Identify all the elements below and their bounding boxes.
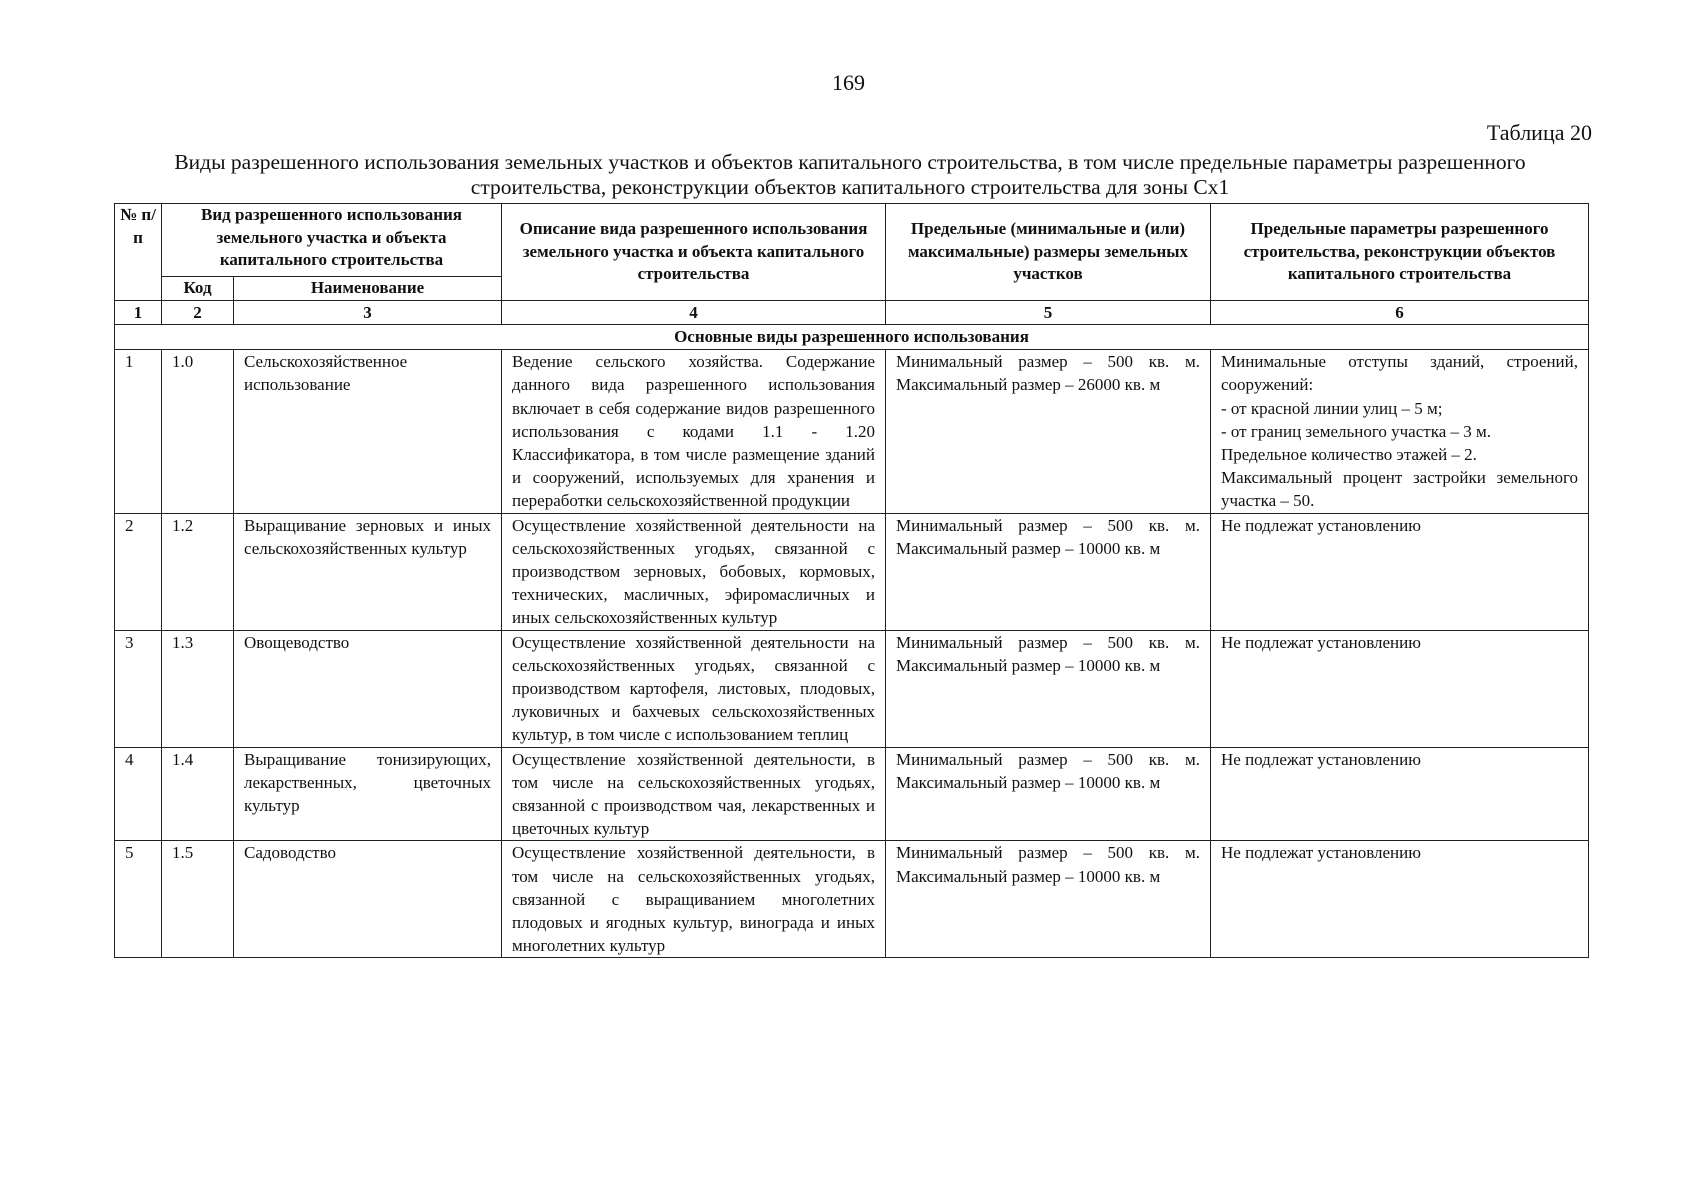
table-row xyxy=(115,513,1589,630)
row-construction-params xyxy=(1211,841,1589,958)
row-description: Ведение сельского хозяйства. Содержание данного вида разрешенного использования включает в себя содержание видов разрешенного использования с кодами 1.1 - 1.20 Классификатора, в том числе размещение зданий и сооружений, используемых для хранения и переработки сельскохозяйственной продукции xyxy=(502,350,886,513)
land-use-table xyxy=(114,203,1589,958)
param-line: Не подлежат установлению xyxy=(1221,749,1421,769)
table-row xyxy=(115,350,1589,513)
row-construction-params xyxy=(1211,350,1589,513)
row-name: Выращивание зерновых и иных сельскохозяйственных культур xyxy=(234,513,502,630)
row-number: 1 xyxy=(115,350,162,513)
header-land-use-type: Вид разрешенного использования земельного участка и объекта капитального строительства xyxy=(162,204,502,277)
row-name: Выращивание тонизирующих, лекарственных, цветочных культур xyxy=(234,747,502,841)
table-label: Таблица 20 xyxy=(1486,120,1592,145)
row-number: 5 xyxy=(115,841,162,958)
column-number: 4 xyxy=(502,301,886,325)
row-description: Осуществление хозяйственной деятельности, в том числе на сельскохозяйственных угодьях, связанной с производством чая, лекарственных и цветочных культур xyxy=(502,747,886,841)
row-plot-sizes: Минимальный размер – 500 кв. м. Максимальный размер – 10000 кв. м xyxy=(886,841,1211,958)
column-number: 5 xyxy=(886,301,1211,325)
param-line: Максимальный процент застройки земельного участка – 50. xyxy=(1221,468,1578,511)
header-plot-sizes: Предельные (минимальные и (или) максимальные) размеры земельных участков xyxy=(886,204,1211,301)
column-number: 1 xyxy=(115,301,162,325)
row-construction-params xyxy=(1211,747,1589,841)
param-line: Не подлежат установлению xyxy=(1221,632,1421,652)
row-number: 2 xyxy=(115,513,162,630)
row-plot-sizes: Минимальный размер – 500 кв. м. Максимальный размер – 10000 кв. м xyxy=(886,747,1211,841)
section-title: Основные виды разрешенного использования xyxy=(115,325,1589,350)
column-number: 6 xyxy=(1211,301,1589,325)
param-line: Предельное количество этажей – 2. xyxy=(1221,445,1477,465)
row-construction-params xyxy=(1211,630,1589,747)
param-line: Минимальные отступы зданий, строений, сооружений: xyxy=(1221,352,1578,395)
document-title: Виды разрешенного использования земельных участков и объектов капитального строительства, в том числе предельные параметры разрешенного строительства, реконструкции объектов капитального строительства для зоны Сх1 xyxy=(174,150,1526,199)
row-description: Осуществление хозяйственной деятельности, в том числе на сельскохозяйственных угодьях, связанной с выращиванием многолетних плодовых и ягодных культур, винограда и иных многолетних культур xyxy=(502,841,886,958)
row-name: Садоводство xyxy=(234,841,502,958)
row-description: Осуществление хозяйственной деятельности на сельскохозяйственных угодьях, связанной с производством картофеля, листовых, плодовых, луковичных и бахчевых сельскохозяйственных культур, в том числе с использованием теплиц xyxy=(502,630,886,747)
row-code: 1.5 xyxy=(162,841,234,958)
row-number: 3 xyxy=(115,630,162,747)
column-numbers-row xyxy=(115,301,1589,325)
row-plot-sizes: Минимальный размер – 500 кв. м. Максимальный размер – 10000 кв. м xyxy=(886,513,1211,630)
column-number: 2 xyxy=(162,301,234,325)
param-line: Не подлежат установлению xyxy=(1221,515,1421,535)
header-construction-params: Предельные параметры разрешенного строительства, реконструкции объектов капитального строительства xyxy=(1211,204,1589,301)
param-line: Не подлежат установлению xyxy=(1221,843,1421,863)
row-name: Овощеводство xyxy=(234,630,502,747)
param-line: - от границ земельного участка – 3 м. xyxy=(1221,421,1491,441)
row-code: 1.2 xyxy=(162,513,234,630)
row-code: 1.3 xyxy=(162,630,234,747)
param-line: - от красной линии улиц – 5 м; xyxy=(1221,398,1443,418)
row-code: 1.4 xyxy=(162,747,234,841)
header-code: Код xyxy=(162,277,234,301)
table-row xyxy=(115,630,1589,747)
header-description: Описание вида разрешенного использования земельного участка и объекта капитального строительства xyxy=(502,204,886,301)
table-row xyxy=(115,747,1589,841)
header-name: Наименование xyxy=(234,277,502,301)
row-number: 4 xyxy=(115,747,162,841)
section-row xyxy=(115,325,1589,350)
table-row xyxy=(115,841,1589,958)
row-plot-sizes: Минимальный размер – 500 кв. м. Максимальный размер – 26000 кв. м xyxy=(886,350,1211,513)
row-construction-params xyxy=(1211,513,1589,630)
row-plot-sizes: Минимальный размер – 500 кв. м. Максимальный размер – 10000 кв. м xyxy=(886,630,1211,747)
page-number: 169 xyxy=(832,70,865,95)
row-code: 1.0 xyxy=(162,350,234,513)
header-num: № п/п xyxy=(115,204,162,301)
column-number: 3 xyxy=(234,301,502,325)
row-description: Осуществление хозяйственной деятельности на сельскохозяйственных угодьях, связанной с производством зерновых, бобовых, кормовых, технических, масличных, эфиромасличных и иных сельскохозяйственных культур xyxy=(502,513,886,630)
row-name: Сельскохозяйственное использование xyxy=(234,350,502,513)
